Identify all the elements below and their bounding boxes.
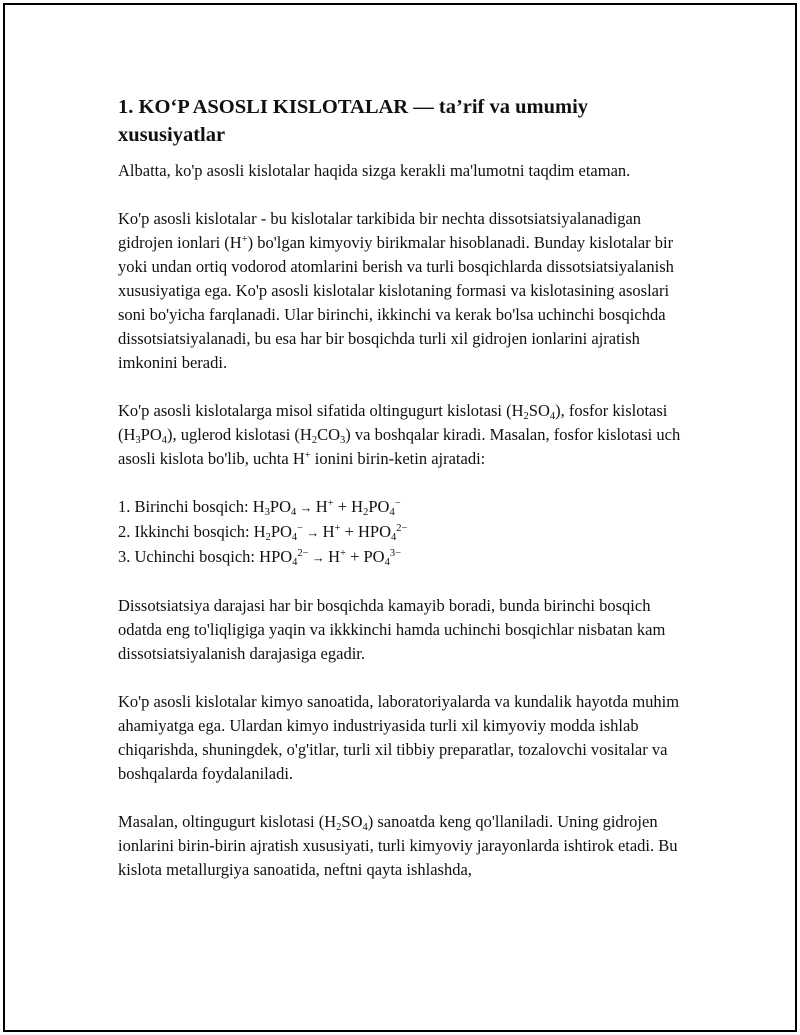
reaction-arrow: → (303, 525, 323, 540)
formula-part: PO (368, 497, 390, 516)
subscript: 2 (336, 822, 342, 833)
superscript-charge: 3− (389, 548, 402, 559)
step-label: 1. Birinchi bosqich: (118, 497, 253, 516)
formula-part: H (328, 547, 341, 566)
text-segment: Masalan, oltingugurt kislotasi (H (118, 812, 337, 831)
step-label: 3. Uchinchi bosqich: (118, 547, 260, 566)
formula-part: SO (341, 812, 363, 831)
plus-sign: + (333, 497, 352, 516)
paragraph-examples (118, 399, 688, 471)
formula-part: CO (317, 425, 340, 444)
subscript: 4 (292, 557, 298, 568)
superscript-plus: + (334, 523, 341, 534)
dissociation-step-1 (118, 495, 688, 520)
text-segment: ), uglerod kislotasi (H (167, 425, 312, 444)
text-segment: ) sanoatda keng qo'llaniladi. Uning gidrojen ionlarini birin-birin ajratish xususiyati, turli kimyoviy jarayonlarda ishtirok etadi. Bu kislota metallurgiya sanoatida, neftni qayta ishlashda, (118, 812, 678, 879)
superscript-plus: + (304, 450, 311, 461)
plus-sign: + (340, 522, 358, 541)
formula-part: H (351, 497, 364, 516)
subscript: 4 (384, 557, 390, 568)
dissociation-step-3 (118, 545, 688, 570)
reaction-arrow: → (296, 500, 316, 515)
superscript-charge: − (394, 498, 401, 509)
subscript: 3 (340, 435, 346, 446)
subscript: 2 (265, 532, 271, 543)
paragraph-sulfuric-acid (118, 810, 688, 882)
formula-part: SO (528, 401, 550, 420)
subscript: 4 (291, 532, 298, 543)
dissociation-steps-list (118, 495, 688, 570)
formula-part: H (315, 497, 328, 516)
text-segment: ) bo'lgan kimyoviy birikmalar hisoblanadi. Bunday kislotalar bir yoki undan ortiq vodorod atomlarini berish va turli bosqichlarda dissotsiatsiyalanish xususiyatiga ega. Ko'p asosli kislotalar kislotaning formasi va kislotasining asoslari soni bo'yicha farqlanadi. Ular birinchi, ikkinchi va kerak bo'lsa uchinchi bosqichda dissotsiatsiyalanadi, bu esa har bir bosqichda turli xil gidrojen ionlarini ajratish imkonini beradi. (118, 233, 674, 372)
subscript: 2 (363, 507, 369, 518)
text-segment: ) va boshqalar kiradi. Masalan, fosfor kislotasi uch asosli kislota bo'lib, uchta H (118, 425, 681, 468)
superscript-charge: 2− (396, 523, 408, 534)
text-segment: ), fosfor kislotasi (H (118, 401, 668, 444)
superscript-plus: + (327, 498, 334, 509)
superscript-plus: + (340, 548, 346, 559)
formula-part: HPO (259, 547, 293, 566)
subscript: 4 (549, 411, 556, 422)
subscript: 4 (161, 435, 168, 446)
formula-part: PO (269, 497, 292, 516)
formula-part: PO (363, 547, 385, 566)
page-title: 1. KO‘P ASOSLI KISLOTALAR — ta’rif va umumiy xususiyatlar (118, 96, 589, 146)
text-segment: ionini birin-ketin ajratadi: (310, 449, 486, 468)
superscript-charge: 2− (297, 548, 309, 559)
subscript: 2 (523, 411, 529, 422)
formula-part: PO (140, 425, 162, 444)
formula-part: H (322, 522, 335, 541)
formula-part: H (252, 497, 265, 516)
subscript: 4 (391, 532, 397, 543)
paragraph-intro: Albatta, ko'p asosli kislotalar haqida sizga kerakli ma'lumotni taqdim etaman. (118, 161, 631, 180)
formula-part: HPO (358, 522, 392, 541)
subscript: 2 (311, 435, 318, 446)
formula-part: PO (270, 522, 292, 541)
dissociation-step-2 (118, 520, 688, 545)
subscript: 4 (389, 507, 395, 518)
subscript: 4 (362, 822, 368, 833)
superscript-charge: − (297, 523, 304, 534)
paragraph-definition (118, 207, 688, 375)
plus-sign: + (345, 547, 364, 566)
paragraph-applications: Ko'p asosli kislotalar kimyo sanoatida, laboratoriyalarda va kundalik hayotda muhim ahamiyatga ega. Ulardan kimyo industriyasida turli xil kimyoviy modda ishlab chiqarishda, shuningdek, o'g'itlar, turli xil tibbiy preparatlar, tozalovchi vositalar va boshqalarda foydalaniladi. (118, 692, 680, 783)
reaction-arrow: → (308, 550, 329, 565)
formula-part: H (253, 522, 266, 541)
paragraph-dissociation-degree: Dissotsiatsiya darajasi har bir bosqichda kamayib boradi, bunda birinchi bosqich odatda eng to'liqligiga yaqin va ikkkinchi hamda uchinchi bosqichlar nisbatan kam dissotsiatsiyalanish darajasiga egadir. (118, 596, 666, 663)
subscript: 3 (264, 507, 270, 518)
subscript: 4 (291, 507, 297, 518)
superscript-plus: + (241, 234, 248, 245)
subscript: 3 (135, 435, 141, 446)
document-content (118, 93, 688, 906)
text-segment: Ko'p asosli kislotalarga misol sifatida oltingugurt kislotasi (H (118, 401, 524, 420)
text-segment: Ko'p asosli kislotalar - bu kislotalar tarkibida bir nechta dissotsiatsiyalanadigan gidrojen ionlari (H (118, 209, 642, 252)
step-label: 2. Ikkinchi bosqich: (118, 522, 254, 541)
